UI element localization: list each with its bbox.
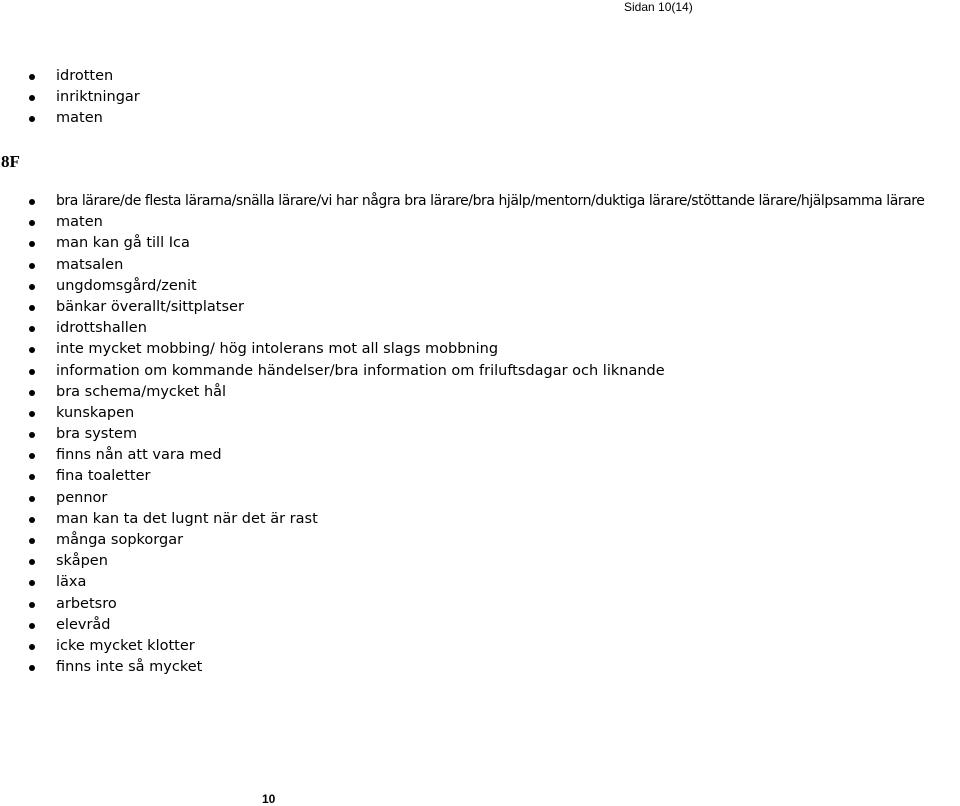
list-item-text: information om kommande händelser/bra information om friluftsdagar och liknande bbox=[56, 362, 665, 379]
list-item bbox=[0, 530, 924, 551]
bullet-icon bbox=[29, 517, 35, 523]
bullet-icon bbox=[29, 199, 35, 205]
list-item-text: bra system bbox=[56, 426, 138, 443]
list-item-text: inte mycket mobbing/ hög intolerans mot all slags mobbning bbox=[56, 341, 499, 358]
list-item bbox=[0, 297, 924, 318]
bullet-icon bbox=[29, 432, 35, 438]
list-item bbox=[0, 276, 924, 297]
list-item bbox=[0, 339, 924, 360]
bullet-icon bbox=[29, 95, 35, 101]
bullet-icon bbox=[29, 665, 35, 671]
list-item-text: bänkar överallt/sittplatser bbox=[56, 298, 244, 315]
list-item-text: bra schema/mycket hål bbox=[56, 383, 227, 400]
list-item bbox=[0, 636, 924, 657]
list-item-text: idrottshallen bbox=[56, 320, 147, 337]
list-item-text: fina toaletter bbox=[56, 468, 151, 485]
list-item-text: pennor bbox=[56, 489, 108, 506]
list-item bbox=[0, 424, 924, 445]
list-item-text: man kan ta det lugnt när det är rast bbox=[56, 510, 318, 527]
list-item-text: ungdomsgård/zenit bbox=[56, 277, 197, 294]
list-item bbox=[0, 361, 924, 382]
bullet-icon bbox=[29, 580, 35, 586]
bullet-icon bbox=[29, 74, 35, 80]
bullet-icon bbox=[29, 453, 35, 459]
list-item bbox=[0, 318, 924, 339]
bullet-icon bbox=[29, 263, 35, 269]
page-number: 10 bbox=[262, 792, 276, 806]
list-item-text: man kan gå till Ica bbox=[56, 235, 190, 252]
bullet-icon bbox=[29, 284, 35, 290]
bullet-icon bbox=[29, 644, 35, 650]
bullet-list-intro bbox=[0, 66, 140, 130]
list-item bbox=[0, 657, 924, 678]
bullet-icon bbox=[29, 305, 35, 311]
bullet-icon bbox=[29, 326, 35, 332]
list-item-text: maten bbox=[56, 214, 103, 231]
list-item bbox=[0, 233, 924, 254]
list-item bbox=[0, 403, 924, 424]
bullet-icon bbox=[29, 496, 35, 502]
list-item bbox=[0, 615, 924, 636]
bullet-icon bbox=[29, 411, 35, 417]
list-item bbox=[0, 87, 140, 108]
list-item-text: många sopkorgar bbox=[56, 532, 184, 548]
list-item-text: finns nån att vara med bbox=[56, 447, 222, 464]
list-item-text: elevråd bbox=[56, 616, 111, 633]
list-item bbox=[0, 466, 924, 487]
list-item-text: matsalen bbox=[56, 256, 124, 273]
list-item-text: arbetsro bbox=[56, 595, 117, 612]
list-item-text: kunskapen bbox=[56, 404, 135, 421]
page-indicator: Sidan 10(14) bbox=[624, 0, 693, 14]
bullet-icon bbox=[29, 602, 35, 608]
list-item-text: maten bbox=[56, 110, 103, 127]
list-item bbox=[0, 66, 140, 87]
list-item-text: läxa bbox=[56, 574, 87, 591]
bullet-icon bbox=[29, 538, 35, 544]
bullet-icon bbox=[29, 390, 35, 396]
list-item bbox=[0, 551, 924, 572]
list-item bbox=[0, 191, 924, 212]
section-heading: 8F bbox=[1, 152, 20, 171]
list-item bbox=[0, 509, 924, 530]
bullet-icon bbox=[29, 116, 35, 122]
bullet-icon bbox=[29, 220, 35, 226]
list-item bbox=[0, 255, 924, 276]
list-item-text: inriktningar bbox=[56, 89, 140, 106]
bullet-icon bbox=[29, 559, 35, 565]
bullet-icon bbox=[29, 347, 35, 353]
bullet-icon bbox=[29, 241, 35, 247]
list-item-text: skåpen bbox=[56, 553, 108, 570]
list-item bbox=[0, 572, 924, 593]
list-item-text: idrotten bbox=[56, 68, 114, 84]
list-item bbox=[0, 488, 924, 509]
bullet-list-8f bbox=[0, 191, 924, 678]
list-item-text: finns inte så mycket bbox=[56, 659, 203, 676]
list-item bbox=[0, 445, 924, 466]
list-item bbox=[0, 594, 924, 615]
list-item bbox=[0, 108, 140, 129]
list-item bbox=[0, 212, 924, 233]
list-item-text: icke mycket klotter bbox=[56, 637, 195, 654]
bullet-icon bbox=[29, 474, 35, 480]
bullet-icon bbox=[29, 369, 35, 375]
list-item bbox=[0, 382, 924, 403]
bullet-icon bbox=[29, 623, 35, 629]
list-item-text: bra lärare/de flesta lärarna/snälla lärare/vi har några bra lärare/bra hjälp/mentorn/duktiga lärare/stöttande lärare/hjälpsamma lärare bbox=[56, 193, 925, 209]
